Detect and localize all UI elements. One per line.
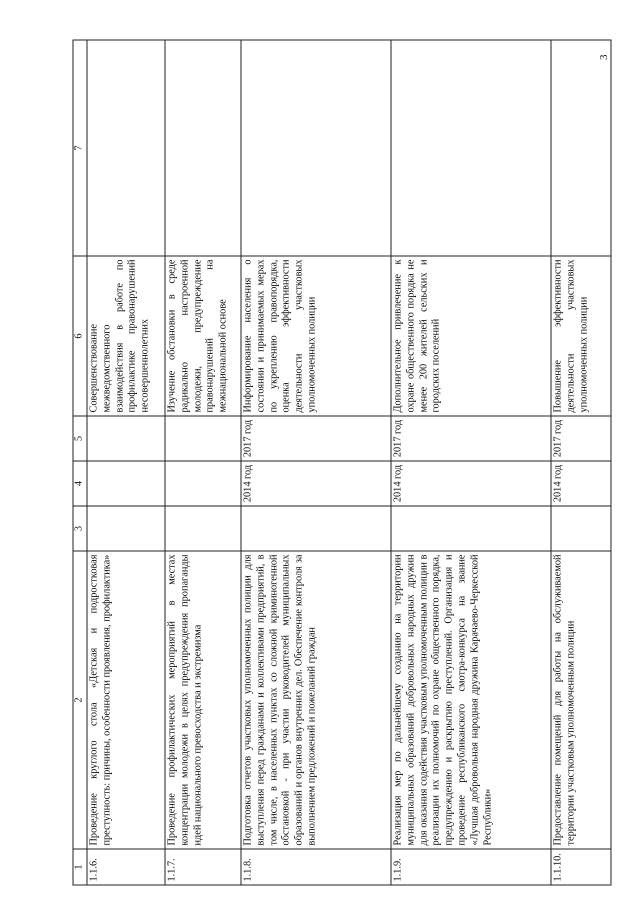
row-number: 1.1.8. bbox=[241, 849, 391, 885]
table-row bbox=[551, 40, 611, 885]
column-header: 2 bbox=[73, 551, 87, 849]
column-header: 4 bbox=[73, 461, 87, 506]
row-number: 1.1.6. bbox=[87, 849, 165, 885]
page-number: 3 bbox=[598, 54, 610, 60]
row-number: 1.1.9. bbox=[391, 849, 551, 885]
result-cell: Изучение обстановки в среде радикально настроенной молодежи, предупреждение правонарушений на межнациональной основе bbox=[165, 256, 241, 416]
column-header: 5 bbox=[73, 416, 87, 461]
end-year-cell bbox=[165, 416, 241, 461]
table-row bbox=[87, 40, 165, 885]
cell bbox=[391, 506, 551, 551]
column-header: 3 bbox=[73, 506, 87, 551]
result-cell: Совершенствование межведомственного взаимодействия в работе по профилактике правонарушений несовершеннолетних bbox=[87, 256, 165, 416]
activity-cell: Проведение круглого стола «Детская и подростковая преступность: причины, особенности проявления, профилактика» bbox=[87, 551, 165, 849]
table-row bbox=[241, 40, 391, 885]
row-number: 1.1.7. bbox=[165, 849, 241, 885]
end-year-cell: 2017 год bbox=[551, 416, 611, 461]
table-header-row bbox=[73, 40, 87, 885]
cell bbox=[551, 40, 611, 256]
row-number: 1.1.10. bbox=[551, 849, 611, 885]
cell bbox=[551, 506, 611, 551]
start-year-cell bbox=[87, 461, 165, 506]
activity-cell: Предоставление помещений для работы на обслуживаемой территории участковым уполномоченным полиции bbox=[551, 551, 611, 849]
activity-cell: Проведение профилактических мероприятий в местах концентрации молодежи в целях предупреждения пропаганды идей национального превосходства и экстремизма bbox=[165, 551, 241, 849]
end-year-cell: 2017 год bbox=[391, 416, 551, 461]
column-header: 7 bbox=[73, 40, 87, 256]
start-year-cell: 2014 год bbox=[551, 461, 611, 506]
cell bbox=[87, 40, 165, 256]
cell bbox=[241, 506, 391, 551]
column-header: 6 bbox=[73, 256, 87, 416]
program-activities-table bbox=[73, 40, 612, 886]
end-year-cell bbox=[87, 416, 165, 461]
cell bbox=[87, 506, 165, 551]
cell bbox=[165, 40, 241, 256]
cell bbox=[165, 506, 241, 551]
cell bbox=[241, 40, 391, 256]
result-cell: Повышение эффективности деятельности участковых уполномоченных полиции bbox=[551, 256, 611, 416]
column-header: 1 bbox=[73, 849, 87, 885]
result-cell: Дополнительное привлечение к охране общественного порядка не менее 200 жителей сельских и городских поселений bbox=[391, 256, 551, 416]
result-cell: Информирование населения о состоянии и принимаемых мерах по укреплению правопорядка, оценка эффективности деятельности участковых уполномоченных полиции bbox=[241, 256, 391, 416]
activity-cell: Реализация мер по дальнейшему созданию на территории муниципальных образований добровольных народных дружин для оказания содействия участковым уполномоченным полиции в реализации их полномочий по охране общественного порядка, предупреждению и раскрытию преступлений. Организация и проведение республиканского смотра-конкурса на звание «Лучшая добровольная народная дружина Карачаево-Черкесской Республики» bbox=[391, 551, 551, 849]
start-year-cell bbox=[165, 461, 241, 506]
activity-cell: Подготовка отчетов участковых уполномоченных полиции для выступления перед гражданами и коллективами предприятий, в том числе, в населенных пунктах со сложной криминогенной обстановкой - при участии руководителей муниципальных образований и органов внутренних дел. Обеспечение контроля за выполнением предложений и пожеланий граждан bbox=[241, 551, 391, 849]
start-year-cell: 2014 год bbox=[241, 461, 391, 506]
table-row bbox=[165, 40, 241, 885]
start-year-cell: 2014 год bbox=[391, 461, 551, 506]
end-year-cell: 2017 год bbox=[241, 416, 391, 461]
table-row bbox=[391, 40, 551, 885]
cell bbox=[391, 40, 551, 256]
rotated-page-content bbox=[73, 41, 603, 886]
